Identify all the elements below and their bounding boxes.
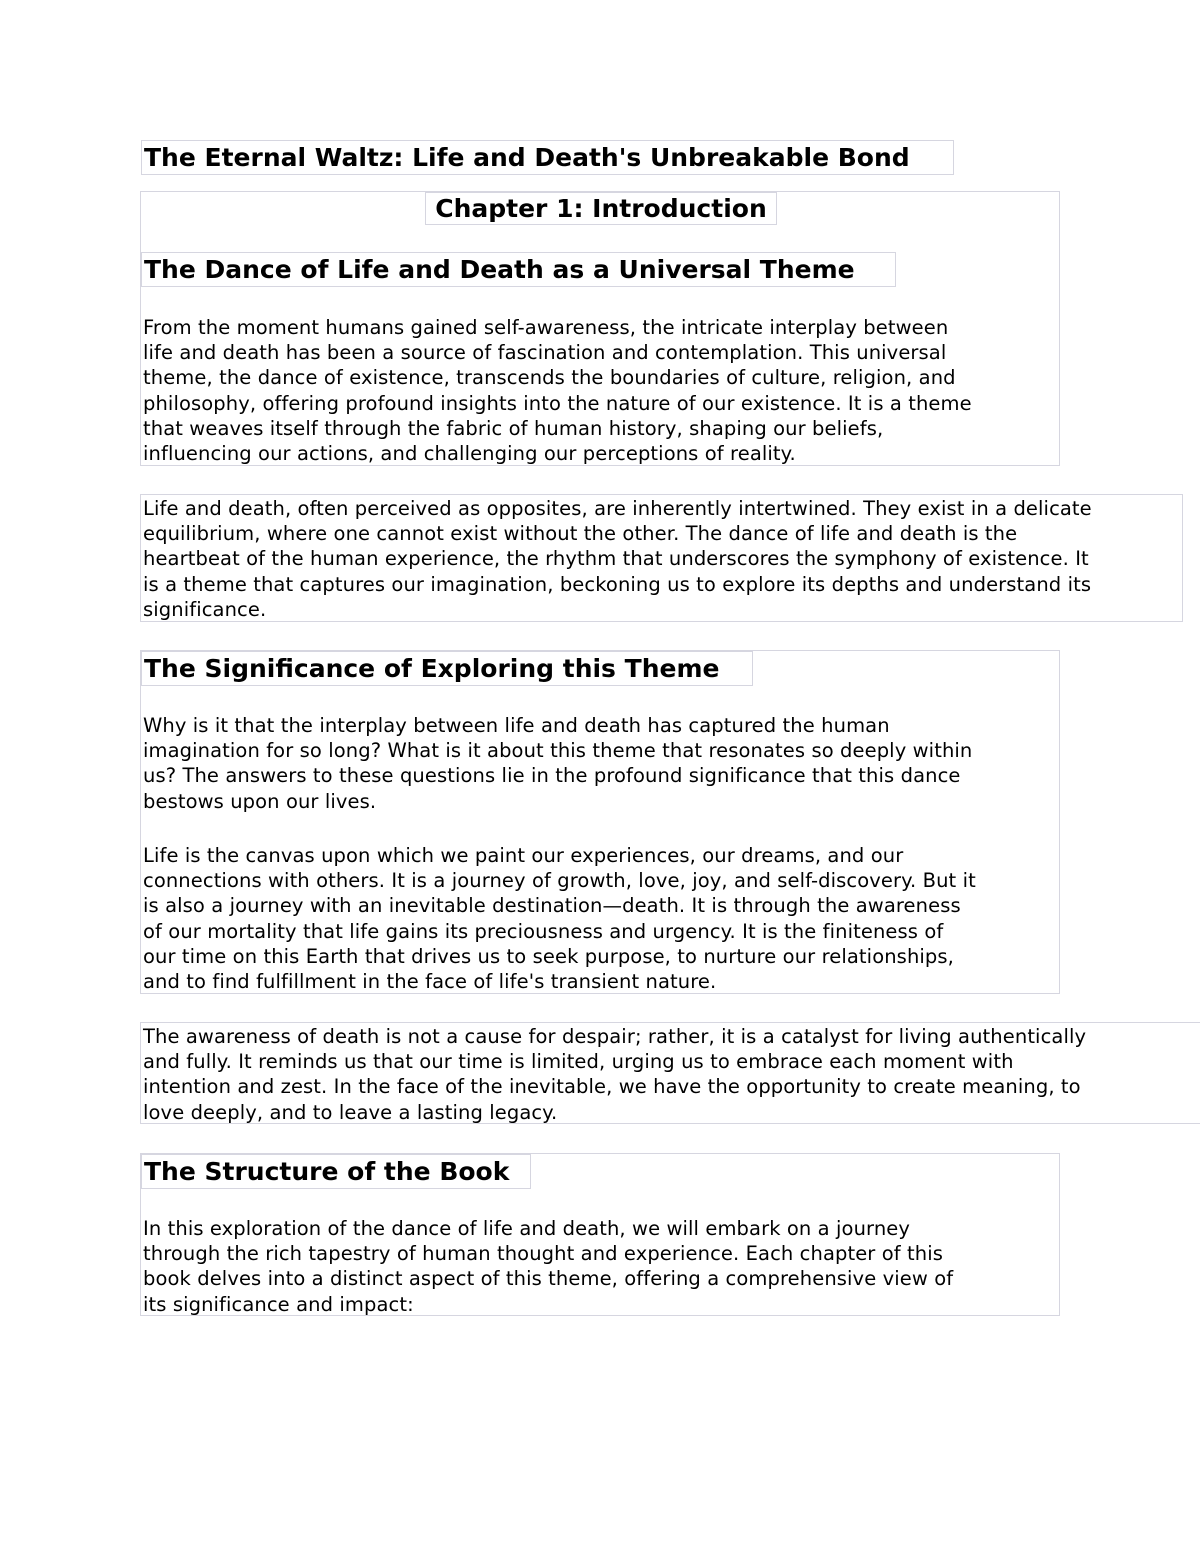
document-title: The Eternal Waltz: Life and Death's Unbreakable Bond <box>141 140 954 175</box>
section-heading-structure: The Structure of the Book <box>141 1154 531 1189</box>
paragraph: Life is the canvas upon which we paint our experiences, our dreams, and our connections with others. It is a journey of growth, love, joy, and self-discovery. But it is also a journey with an inevitable destination—death. It is through the awareness of our mortality that life gains its preciousness and urgency. It is the finiteness of our time on this Earth that drives us to seek purpose, to nurture our relationships, and to find fulfillment in the face of life's transient nature. <box>143 844 976 994</box>
section-heading-universal-theme: The Dance of Life and Death as a Universal Theme <box>141 252 896 287</box>
section-heading-significance: The Significance of Exploring this Theme <box>141 651 753 686</box>
paragraph: From the moment humans gained self-awareness, the intricate interplay between life and death has been a source of fascination and contemplation. This universal theme, the dance of existence, transcends the boundaries of culture, religion, and philosophy, offering profound insights into the nature of our existence. It is a theme that weaves itself through the fabric of human history, shaping our beliefs, influencing our actions, and challenging our perceptions of reality. <box>143 316 972 466</box>
paragraph: The awareness of death is not a cause for despair; rather, it is a catalyst for living authentically and fully. It reminds us that our time is limited, urging us to embrace each moment with intention and zest. In the face of the inevitable, we have the opportunity to create meaning, to love deeply, and to leave a lasting legacy. <box>143 1025 1087 1124</box>
paragraph-block <box>140 1022 1200 1124</box>
significance-block <box>140 650 1060 994</box>
structure-block <box>140 1153 1060 1316</box>
paragraph: Why is it that the interplay between life and death has captured the human imagination for so long? What is it about this theme that resonates so deeply within us? The answers to these questions lie in the profound significance that this dance bestows upon our lives. <box>143 714 973 813</box>
chapter-intro-block <box>140 191 1060 466</box>
paragraph-block <box>140 494 1183 622</box>
paragraph: In this exploration of the dance of life and death, we will embark on a journey through the rich tapestry of human thought and experience. Each chapter of this book delves into a distinct aspect of this theme, offering a comprehensive view of its significance and impact: <box>143 1217 954 1316</box>
paragraph: Life and death, often perceived as opposites, are inherently intertwined. They exist in a delicate equilibrium, where one cannot exist without the other. The dance of life and death is the heartbeat of the human experience, the rhythm that underscores the symphony of existence. It is a theme that captures our imagination, beckoning us to explore its depths and understand its significance. <box>143 497 1092 621</box>
chapter-heading: Chapter 1: Introduction <box>425 192 777 225</box>
